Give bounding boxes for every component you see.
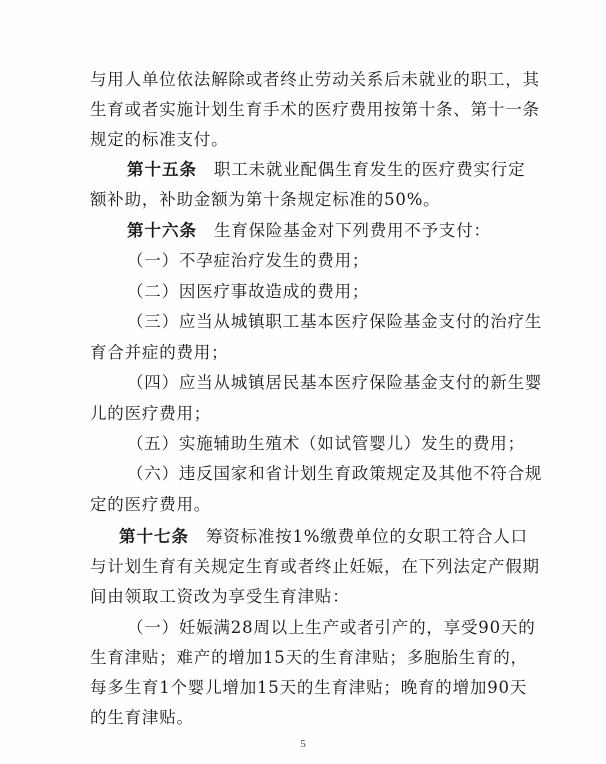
list-item xyxy=(0,368,606,397)
list-item xyxy=(0,429,606,458)
text-line xyxy=(0,552,606,581)
line-text: 育合并症的费用； xyxy=(90,343,229,362)
article-heading: 第十五条 xyxy=(127,160,197,179)
list-item xyxy=(0,613,606,642)
list-item xyxy=(0,459,606,488)
line-text: （三）应当从城镇职工基本医疗保险基金支付的治疗生 xyxy=(127,312,543,331)
text-line xyxy=(0,185,606,214)
text-line xyxy=(0,65,606,94)
line-text: 职工未就业配偶生育发生的医疗费实行定 xyxy=(214,160,526,179)
article-heading: 第十七条 xyxy=(119,527,189,546)
list-item xyxy=(0,277,606,306)
line-text: 与用人单位依法解除或者终止劳动关系后未就业的职工，其 xyxy=(90,70,540,89)
line-text: 儿的医疗费用； xyxy=(90,404,212,423)
line-text: （六）违反国家和省计划生育政策规定及其他不符合规 xyxy=(127,464,543,483)
article-line xyxy=(0,522,606,551)
line-text: （四）应当从城镇居民基本医疗保险基金支付的新生婴 xyxy=(127,373,543,392)
line-text: （一）妊娠满28周以上生产或者引产的，享受90天的 xyxy=(127,618,536,637)
line-text: （五）实施辅助生殖术（如试管婴儿）发生的费用； xyxy=(127,434,525,453)
article-heading: 第十六条 xyxy=(127,221,197,240)
line-text: （二）因医疗事故造成的费用； xyxy=(127,282,370,301)
list-item xyxy=(0,307,606,336)
line-text: 规定的标准支付。 xyxy=(90,130,229,149)
text-line xyxy=(0,399,606,428)
text-line xyxy=(0,703,606,732)
text-line xyxy=(0,643,606,672)
text-line xyxy=(0,95,606,124)
text-line xyxy=(0,338,606,367)
page-number: 5 xyxy=(300,738,306,750)
article-line xyxy=(0,155,606,184)
line-text: 间由领取工资改为享受生育津贴： xyxy=(90,587,350,606)
text-line xyxy=(0,125,606,154)
text-line xyxy=(0,673,606,702)
line-text: （一）不孕症治疗发生的费用； xyxy=(127,251,370,270)
line-text: 每多生育1个婴儿增加15天的生育津贴；晚育的增加90天 xyxy=(90,678,528,697)
line-text: 额补助，补助金额为第十条规定标准的50%。 xyxy=(90,190,441,209)
text-line xyxy=(0,582,606,611)
line-text: 与计划生育有关规定生育或者终止妊娠，在下列法定产假期 xyxy=(90,557,540,576)
text-line xyxy=(0,490,606,519)
line-text: 生育津贴；难产的增加15天的生育津贴；多胞胎生育的， xyxy=(90,648,528,667)
line-text: 的生育津贴。 xyxy=(90,708,194,727)
line-text: 生育保险基金对下列费用不予支付： xyxy=(214,221,491,240)
article-line xyxy=(0,216,606,245)
line-text: 定的医疗费用。 xyxy=(90,495,212,514)
line-text: 筹资标准按1%缴费单位的女职工符合人口 xyxy=(206,527,528,546)
list-item xyxy=(0,246,606,275)
line-text: 生育或者实施计划生育手术的医疗费用按第十条、第十一条 xyxy=(90,100,540,119)
